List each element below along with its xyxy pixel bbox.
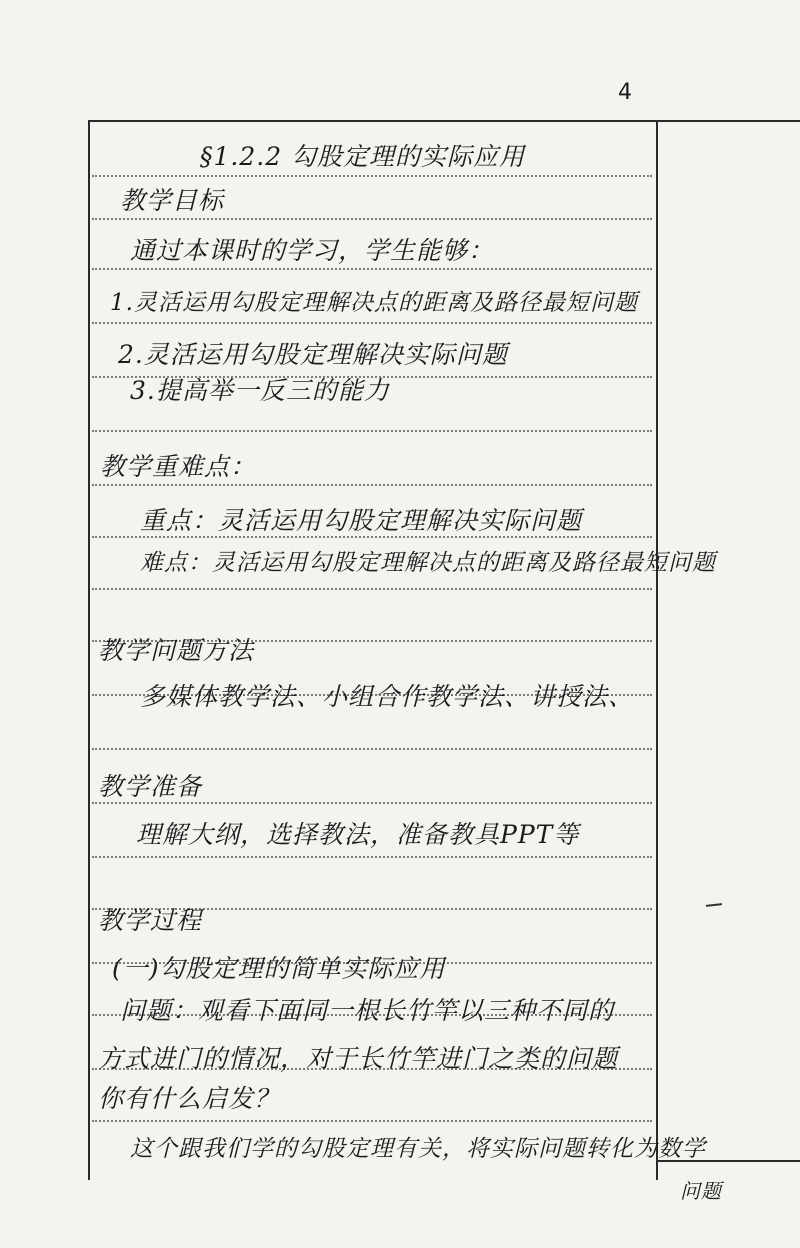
section-heading: (一)勾股定理的简单实际应用 [112, 954, 446, 983]
ruled-line [92, 322, 652, 324]
ruled-line [92, 748, 652, 750]
pen-mark [706, 903, 722, 907]
key-heading: 教学重难点： [100, 452, 257, 481]
goal-item-1: 1.灵活运用勾股定理解决点的距离及路径最短问题 [110, 290, 638, 316]
ruled-line [92, 536, 652, 538]
methods-text: 多媒体教学法、小组合作教学法、讲授法、 [140, 682, 635, 711]
question-line-2: 方式进门的情况，对于长竹竿进门之类的问题 [98, 1044, 619, 1073]
answer-line-2: 问题 [680, 1179, 722, 1203]
frame-right-margin [656, 120, 658, 1180]
ruled-line [92, 588, 652, 590]
process-heading: 教学过程 [98, 906, 203, 935]
key-point: 重点：灵活运用勾股定理解决实际问题 [140, 506, 583, 535]
methods-heading: 教学问题方法 [98, 636, 255, 665]
ruled-line [92, 856, 652, 858]
prep-heading: 教学准备 [98, 772, 203, 801]
ruled-line [92, 484, 652, 486]
frame-left-margin [88, 120, 90, 1180]
goals-heading: 教学目标 [120, 186, 225, 215]
goal-item-3: 3.提高举一反三的能力 [130, 376, 390, 405]
page-number: 4 [618, 80, 632, 105]
ruled-line [92, 218, 652, 220]
difficulty-point: 难点：灵活运用勾股定理解决点的距离及路径最短问题 [140, 550, 716, 576]
frame-top-border [88, 120, 800, 122]
ruled-line [92, 268, 652, 270]
ruled-line [92, 802, 652, 804]
prep-text: 理解大纲，选择教法，准备教具PPT等 [136, 820, 580, 849]
answer-line-1: 这个跟我们学的勾股定理有关，将实际问题转化为数学 [130, 1136, 706, 1162]
goals-intro: 通过本课时的学习，学生能够： [130, 236, 495, 265]
ruled-line [92, 430, 652, 432]
ruled-line [92, 175, 652, 177]
question-line-1: 问题：观看下面同一根长竹竿以三种不同的 [120, 996, 615, 1025]
lesson-title: §1.2.2 勾股定理的实际应用 [200, 142, 526, 171]
goal-item-2: 2.灵活运用勾股定理解决实际问题 [118, 340, 508, 369]
question-line-3: 你有什么启发？ [98, 1084, 281, 1113]
ruled-line [92, 1120, 652, 1122]
